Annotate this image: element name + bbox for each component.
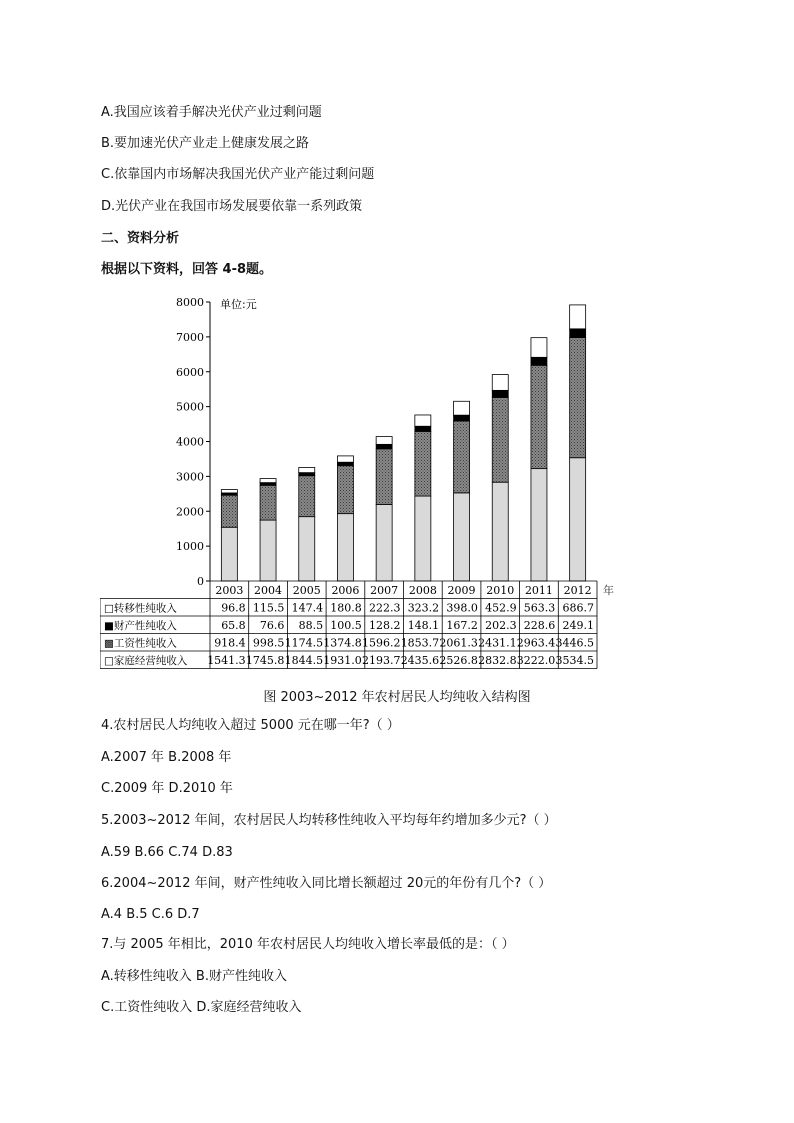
bar-segment <box>376 504 392 581</box>
data-cell: 115.5 <box>252 601 285 615</box>
chart-caption: 图 2003~2012 年农村居民人均纯收入结构图 <box>263 690 531 705</box>
legend-entry: ▩工资性纯收入 <box>104 637 177 650</box>
bar-segment <box>492 397 508 482</box>
bar-segment <box>531 469 547 581</box>
data-cell: 1541.3 <box>207 654 246 667</box>
bar-segment <box>492 390 508 397</box>
x-unit-label: 年 <box>603 584 614 597</box>
data-cell: 452.9 <box>485 601 517 615</box>
question-4: 4.农村居民人均纯收入超过 5000 元在哪一年?（ ） <box>101 718 400 733</box>
chart-axes <box>176 296 257 588</box>
question-7-options-1: A.转移性纯收入 B.财产性纯收入 <box>101 969 287 984</box>
question-4-options-2: C.2009 年 D.2010 年 <box>101 781 233 796</box>
bar-segment <box>260 520 276 581</box>
data-cell: 1174.5 <box>284 636 324 650</box>
data-cell: 76.6 <box>259 619 285 632</box>
year-label: 2006 <box>331 584 360 597</box>
data-cell: 918.4 <box>214 636 246 650</box>
bar-segment <box>531 338 547 358</box>
data-cell: 65.8 <box>221 619 246 632</box>
year-label: 2011 <box>524 584 553 597</box>
bar-segment <box>415 426 431 431</box>
data-cell: 147.4 <box>291 601 324 615</box>
section-title: 二、资料分析 <box>101 231 180 246</box>
bar-segment <box>260 485 276 520</box>
bar-segment <box>376 449 392 505</box>
year-label: 2005 <box>292 584 321 597</box>
bar-segment <box>415 431 431 496</box>
option-b-prev: B.要加速光伏产业走上健康发展之路 <box>101 136 310 151</box>
bar-segment <box>337 514 353 581</box>
year-label: 2003 <box>215 584 244 597</box>
year-label: 2008 <box>408 584 437 597</box>
bar-segment <box>299 517 315 581</box>
data-cell: 88.5 <box>298 619 324 632</box>
data-cell: 180.8 <box>330 601 362 615</box>
bar-segment <box>492 482 508 581</box>
data-cell: 2526.8 <box>439 654 478 667</box>
income-structure-chart <box>100 286 620 676</box>
data-cell: 686.7 <box>562 601 594 615</box>
y-tick-label: 3000 <box>176 470 204 484</box>
y-tick-label: 1000 <box>176 540 204 554</box>
bar-segment <box>454 421 470 493</box>
legend-entry: ■财产性纯收入 <box>104 620 177 632</box>
y-tick-label: 8000 <box>176 296 204 309</box>
data-cell: 3446.5 <box>555 636 594 650</box>
data-cell: 2435.6 <box>400 654 440 667</box>
data-cell: 128.2 <box>369 619 401 632</box>
option-d-prev: D.光伏产业在我国市场发展要依靠一系列政策 <box>101 199 363 214</box>
question-7-options-2: C.工资性纯收入 D.家庭经营纯收入 <box>101 1000 302 1015</box>
data-cell: 202.3 <box>485 619 517 632</box>
data-cell: 1745.8 <box>245 654 285 667</box>
y-tick-label: 5000 <box>176 400 204 414</box>
legend-entry: □转移性纯收入 <box>104 602 177 615</box>
data-cell: 2431.1 <box>478 636 517 650</box>
data-cell: 2832.8 <box>478 654 517 667</box>
data-cell: 167.2 <box>446 619 478 632</box>
bar-segment <box>570 338 586 458</box>
question-4-options-1: A.2007 年 B.2008 年 <box>101 750 232 765</box>
bar-segment <box>454 493 470 581</box>
year-label: 2012 <box>563 584 592 597</box>
bar-segment <box>299 473 315 476</box>
data-cell: 2963.4 <box>516 636 556 650</box>
bar-segment <box>570 305 586 329</box>
data-cell: 398.0 <box>446 601 478 615</box>
question-5-options: A.59 B.66 C.74 D.83 <box>101 845 233 860</box>
data-cell: 998.5 <box>252 636 285 650</box>
bar-segment <box>454 401 470 415</box>
data-cell: 2193.7 <box>362 654 401 667</box>
data-cell: 249.1 <box>562 619 594 632</box>
y-tick-label: 4000 <box>176 435 204 449</box>
bar-segment <box>221 490 237 493</box>
bar-segment <box>531 357 547 365</box>
bar-segment <box>454 415 470 421</box>
data-cell: 1596.2 <box>362 636 401 650</box>
y-tick-label: 0 <box>197 575 204 588</box>
year-label: 2009 <box>447 584 476 597</box>
question-5: 5.2003~2012 年间，农村居民人均转移性纯收入平均每年约增加多少元?（ ） <box>101 813 557 828</box>
bar-segment <box>570 329 586 338</box>
bar-segment <box>299 467 315 472</box>
year-label: 2007 <box>370 584 399 597</box>
data-cell: 1853.7 <box>400 636 440 650</box>
year-label: 2010 <box>486 584 515 597</box>
bar-segment <box>415 496 431 581</box>
data-cell: 323.2 <box>407 601 440 615</box>
bar-segment <box>260 483 276 486</box>
question-6-options: A.4 B.5 C.6 D.7 <box>101 907 200 922</box>
bar-segment <box>570 458 586 581</box>
data-cell: 228.6 <box>523 619 556 632</box>
unit-label: 单位:元 <box>220 298 257 311</box>
data-cell: 3534.5 <box>555 654 594 667</box>
data-cell: 1844.5 <box>284 654 324 667</box>
bar-segment <box>376 444 392 448</box>
data-cell: 100.5 <box>330 619 362 632</box>
bar-segment <box>337 466 353 514</box>
data-cell: 148.1 <box>407 619 440 632</box>
data-cell: 1374.8 <box>323 636 362 650</box>
year-label: 2004 <box>254 584 283 597</box>
bar-segment <box>492 375 508 391</box>
legend-entry: □家庭经营纯收入 <box>104 655 188 667</box>
data-cell: 96.8 <box>221 601 246 615</box>
data-cell: 1931.0 <box>323 654 362 667</box>
chart-data-table <box>100 581 614 669</box>
data-cell: 222.3 <box>369 601 401 615</box>
data-cell: 563.3 <box>523 601 556 615</box>
intro-text: 根据以下资料，回答 4-8题。 <box>101 262 273 277</box>
bar-segment <box>376 437 392 445</box>
bar-segment <box>299 476 315 517</box>
option-a-prev: A.我国应该着手解决光伏产业过剩问题 <box>101 105 322 120</box>
bar-segment <box>337 456 353 462</box>
bar-segment <box>415 415 431 426</box>
data-cell: 2061.3 <box>439 636 478 650</box>
question-7: 7.与 2005 年相比，2010 年农村居民人均纯收入增长率最低的是：（ ） <box>101 937 515 952</box>
bar-segment <box>531 365 547 468</box>
question-6: 6.2004~2012 年间，财产性纯收入同比增长额超过 20元的年份有几个?（ ） <box>101 876 552 891</box>
y-tick-label: 2000 <box>176 505 204 519</box>
option-c-prev: C.依靠国内市场解决我国光伏产业产能过剩问题 <box>101 167 375 182</box>
y-tick-label: 7000 <box>176 330 204 344</box>
bar-segment <box>260 479 276 483</box>
chart-bars <box>221 305 585 581</box>
bar-segment <box>221 495 237 527</box>
bar-segment <box>337 462 353 466</box>
bar-segment <box>221 527 237 581</box>
y-tick-label: 6000 <box>176 365 204 379</box>
data-cell: 3222.0 <box>516 654 556 667</box>
